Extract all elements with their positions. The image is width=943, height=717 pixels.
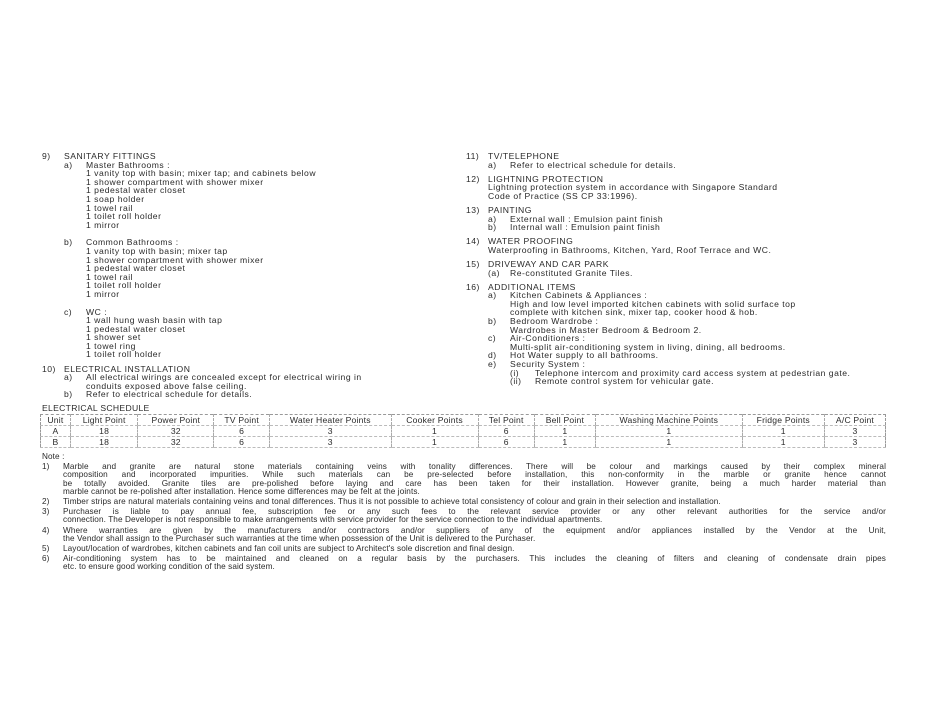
column-header: Unit <box>41 415 71 426</box>
list-item: 1 pedestal water closet <box>86 185 186 196</box>
section-title: TV/TELEPHONE <box>488 151 560 161</box>
subsection-marker: c) <box>488 333 497 344</box>
sub-item-text: Remote control system for vehicular gate. <box>535 376 715 387</box>
table-cell: 6 <box>478 437 534 448</box>
section-title: ADDITIONAL ITEMS <box>488 281 576 292</box>
note-item <box>42 508 886 524</box>
note-line: Air-conditioning system has to be maintained and cleaned on a regular basis by the purchasers. This includes the cleaning of filters and cleaning of condensate drain pipes <box>63 555 886 564</box>
table-cell: 32 <box>138 426 214 437</box>
section <box>466 175 906 201</box>
sub-item-marker: (ii) <box>510 376 522 387</box>
subsection <box>466 161 906 170</box>
table-cell: 1 <box>391 437 478 448</box>
list-item: Wardrobes in Master Bedroom & Bedroom 2. <box>510 324 702 335</box>
list-item: 1 mirror <box>86 219 120 230</box>
note-line: Layout/location of wardrobes, kitchen cabinets and fan coil units are subject to Architect's sole discretion and final design. <box>63 545 515 554</box>
subsection-body <box>510 161 906 170</box>
note-number: 2) <box>42 497 50 507</box>
note-text <box>63 508 886 524</box>
note-item <box>42 463 886 496</box>
schedule-title: ELECTRICAL SCHEDULE <box>42 403 150 413</box>
list-item: conduits exposed above false ceiling. <box>86 380 247 391</box>
sub-item-marker: (i) <box>510 367 520 378</box>
electrical-schedule-table <box>40 414 886 448</box>
note-text <box>63 555 886 571</box>
subsections <box>466 215 906 232</box>
list-item: 1 pedestal water closet <box>86 323 186 334</box>
subsection <box>466 269 906 278</box>
list-item: 1 toilet roll holder <box>86 211 162 222</box>
list-item: 1 toilet roll holder <box>86 280 162 291</box>
section-title: WATER PROOFING <box>488 236 574 247</box>
section-number: 10) <box>42 363 56 374</box>
subsection <box>466 223 906 232</box>
note-line: composition and incorporated impurities. While such materials can be pre-selected before installation, this non-conformity in the marble or granite hence cannot <box>63 471 886 480</box>
note-line: etc. to ensure good working condition of the said system. <box>63 563 275 572</box>
subsection-body <box>86 161 452 230</box>
subsection-body <box>510 360 906 386</box>
column-header: Cooker Points <box>391 415 478 426</box>
table-row <box>41 426 886 437</box>
subsection <box>42 308 452 360</box>
subsection-marker: b) <box>64 237 73 248</box>
section-title: LIGHTNING PROTECTION <box>488 173 604 184</box>
table-cell: A <box>41 426 71 437</box>
note-line: Timber strips are natural materials containing veins and tonal differences. Thus it is not possible to achieve total consistency of colour and grain in their selection and installation. <box>63 498 721 507</box>
list-item: Multi-split air-conditioning system in living, dining, all bedrooms. <box>510 341 786 352</box>
note-text <box>63 527 886 543</box>
sub-item-text: Telephone intercom and proximity card access system at pedestrian gate. <box>535 367 851 378</box>
list-item: 1 shower compartment with shower mixer <box>86 254 264 265</box>
note-line: marble cannot be re-polished after installation. Hence some differences may be felt at the joints. <box>63 487 420 496</box>
note-line: connection. The Developer is not responsible to make arrangements with service provider for the service connection to the individual apartments. <box>63 516 603 525</box>
note-number: 1) <box>42 462 50 472</box>
subsection-marker: b) <box>488 316 497 326</box>
table-cell: 18 <box>70 426 138 437</box>
section-number: 15) <box>466 258 480 269</box>
list-item: complete with kitchen sink, mixer tap, cooker hood & hob. <box>510 307 758 318</box>
note-item <box>42 545 886 553</box>
subsection-title: WC : <box>86 306 108 317</box>
table-cell: 1 <box>742 437 824 448</box>
table-cell: 32 <box>138 437 214 448</box>
section-title: DRIVEWAY AND CAR PARK <box>488 258 609 269</box>
column-header: A/C Point <box>824 415 885 426</box>
subsection <box>466 317 906 334</box>
column-header: Light Point <box>70 415 138 426</box>
subsection-title: All electrical wirings are concealed except for electrical wiring in <box>86 372 362 383</box>
list-item: 1 mirror <box>86 288 120 299</box>
list-item: 1 shower set <box>86 332 141 343</box>
sub-item <box>510 377 906 386</box>
subsections <box>466 291 906 386</box>
table-cell: 1 <box>534 426 595 437</box>
section <box>466 152 906 169</box>
list-item: 1 shower compartment with shower mixer <box>86 176 264 187</box>
table-cell: 1 <box>596 437 743 448</box>
column-header: Tel Point <box>478 415 534 426</box>
subsection-body <box>86 373 452 390</box>
subsection <box>42 238 452 298</box>
subsection <box>466 334 906 351</box>
note-line: Marble and granite are natural stone materials containing veins with tonality differences. There will be colour and markings caused by their complex mineral <box>63 463 886 472</box>
subsection <box>42 373 452 390</box>
table-cell: 3 <box>270 437 391 448</box>
section-title: SANITARY FITTINGS <box>64 151 157 161</box>
section <box>466 283 906 386</box>
section-number: 14) <box>466 236 480 247</box>
note-text <box>63 463 886 496</box>
subsection-title: Re-constituted Granite Tiles. <box>510 267 633 278</box>
section-title: PAINTING <box>488 204 532 215</box>
subsection-title: Hot Water supply to all bathrooms. <box>510 350 659 361</box>
subsection-title: Bedroom Wardrobe : <box>510 316 599 326</box>
subsection-title: Internal wall : Emulsion paint finish <box>510 222 661 233</box>
table-cell: 6 <box>478 426 534 437</box>
column-header: Fridge Points <box>742 415 824 426</box>
subsection-marker: e) <box>488 358 497 369</box>
table-cell: 3 <box>824 437 885 448</box>
subsection-title: Kitchen Cabinets & Appliances : <box>510 290 648 301</box>
subsection-body <box>510 334 906 351</box>
section-number: 13) <box>466 204 480 215</box>
list-item: 1 towel ring <box>86 340 136 351</box>
note-text <box>63 545 886 553</box>
subsection-marker: a) <box>64 159 73 170</box>
note-number: 6) <box>42 554 50 564</box>
subsection-marker: b) <box>64 389 73 400</box>
subsection-body <box>510 269 906 278</box>
table-cell: 1 <box>742 426 824 437</box>
list-item: 1 toilet roll holder <box>86 349 162 360</box>
subsection-marker: a) <box>488 213 497 224</box>
paragraph-line: Waterproofing in Bathrooms, Kitchen, Yard, Roof Terrace and WC. <box>488 244 772 255</box>
note-line: the Vendor shall assign to the Purchaser such warranties at the time when possession of the Unit is delivered to the Purchaser. <box>63 534 536 543</box>
list-item: 1 wall hung wash basin with tap <box>86 315 223 326</box>
column-header: Bell Point <box>534 415 595 426</box>
table-cell: 1 <box>391 426 478 437</box>
table-cell: 6 <box>214 426 270 437</box>
note-line: Where warranties are given by the manufacturers and/or contractors and/or suppliers of any of the equipment and/or appliances installed by the Vendor at the Unit, <box>63 526 886 535</box>
note-text <box>63 498 886 506</box>
subsection-marker: d) <box>488 350 497 361</box>
column-header: TV Point <box>214 415 270 426</box>
table-cell: 3 <box>270 426 391 437</box>
note-number: 3) <box>42 507 50 517</box>
subsection-body <box>510 317 906 334</box>
subsection-marker: a) <box>488 290 497 301</box>
subsection <box>466 291 906 317</box>
section-number: 9) <box>42 151 51 161</box>
right-column <box>466 152 906 391</box>
note-number: 4) <box>42 525 50 535</box>
list-item: 1 pedestal water closet <box>86 263 186 274</box>
subsection <box>42 161 452 230</box>
table-cell: 1 <box>596 426 743 437</box>
paragraph-line: Code of Practice (SS CP 33:1996). <box>488 190 638 201</box>
note-item <box>42 498 886 506</box>
list-item: 1 towel rail <box>86 271 134 282</box>
subsection-marker: (a) <box>488 267 501 278</box>
subsection-title: Security System : <box>510 358 586 369</box>
subsection-body <box>86 308 452 360</box>
notes-label: Note : <box>42 452 65 461</box>
left-column <box>42 152 452 404</box>
section <box>466 206 906 232</box>
list-item: 1 vanity top with basin; mixer tap; and cabinets below <box>86 168 317 179</box>
table-row <box>41 437 886 448</box>
subsection-title: Common Bathrooms : <box>86 237 179 248</box>
section <box>42 365 452 399</box>
note-number: 5) <box>42 544 50 554</box>
subsection-title: Refer to electrical schedule for details. <box>86 389 253 400</box>
section <box>466 237 906 254</box>
subsection-body <box>86 238 452 298</box>
subsection-title: Refer to electrical schedule for details. <box>510 159 677 170</box>
table-cell: 18 <box>70 437 138 448</box>
table-cell: 3 <box>824 426 885 437</box>
subsection-marker: a) <box>488 159 497 170</box>
note-item <box>42 555 886 571</box>
subsections <box>42 373 452 399</box>
list-item: 1 towel rail <box>86 202 134 213</box>
section-number: 11) <box>466 151 480 161</box>
list-item: 1 vanity top with basin; mixer tap <box>86 245 228 256</box>
subsection-body <box>510 223 906 232</box>
note-line: be totally avoided. Granite tiles are pre-polished before laying and care has been taken for their installation. However granite, being a much harder material than <box>63 479 886 488</box>
list-item: High and low level imported kitchen cabinets with solid surface top <box>510 298 796 309</box>
subsection-title: Air-Conditioners : <box>510 333 586 344</box>
subsection-marker: b) <box>488 222 497 233</box>
section-number: 12) <box>466 173 480 184</box>
column-header: Washing Machine Points <box>596 415 743 426</box>
note-item <box>42 527 886 543</box>
note-line: Purchaser is liable to pay annual fee, subscription fee or any such fees to the relevant service provider or any other relevant authorities for the service and/or <box>63 508 886 517</box>
subsection-body <box>86 390 452 399</box>
table-cell: B <box>41 437 71 448</box>
list-item: 1 soap holder <box>86 193 145 204</box>
subsections <box>466 161 906 170</box>
column-header: Water Heater Points <box>270 415 391 426</box>
table-header-row <box>41 415 886 426</box>
subsection-body <box>510 291 906 317</box>
section <box>42 152 452 359</box>
section <box>466 260 906 277</box>
subsection-title: External wall : Emulsion paint finish <box>510 213 664 224</box>
section-title: ELECTRICAL INSTALLATION <box>64 363 191 374</box>
paragraph-line: Lightning protection system in accordance with Singapore Standard <box>488 182 778 193</box>
notes <box>42 453 886 574</box>
section-number: 16) <box>466 281 480 292</box>
column-header: Power Point <box>138 415 214 426</box>
subsection-marker: a) <box>64 372 73 383</box>
table-cell: 6 <box>214 437 270 448</box>
subsection <box>42 390 452 399</box>
table-cell: 1 <box>534 437 595 448</box>
subsection <box>466 360 906 386</box>
subsection-marker: c) <box>64 306 73 317</box>
subsections <box>42 161 452 359</box>
subsection-title: Master Bathrooms : <box>86 159 170 170</box>
subsections <box>466 269 906 278</box>
